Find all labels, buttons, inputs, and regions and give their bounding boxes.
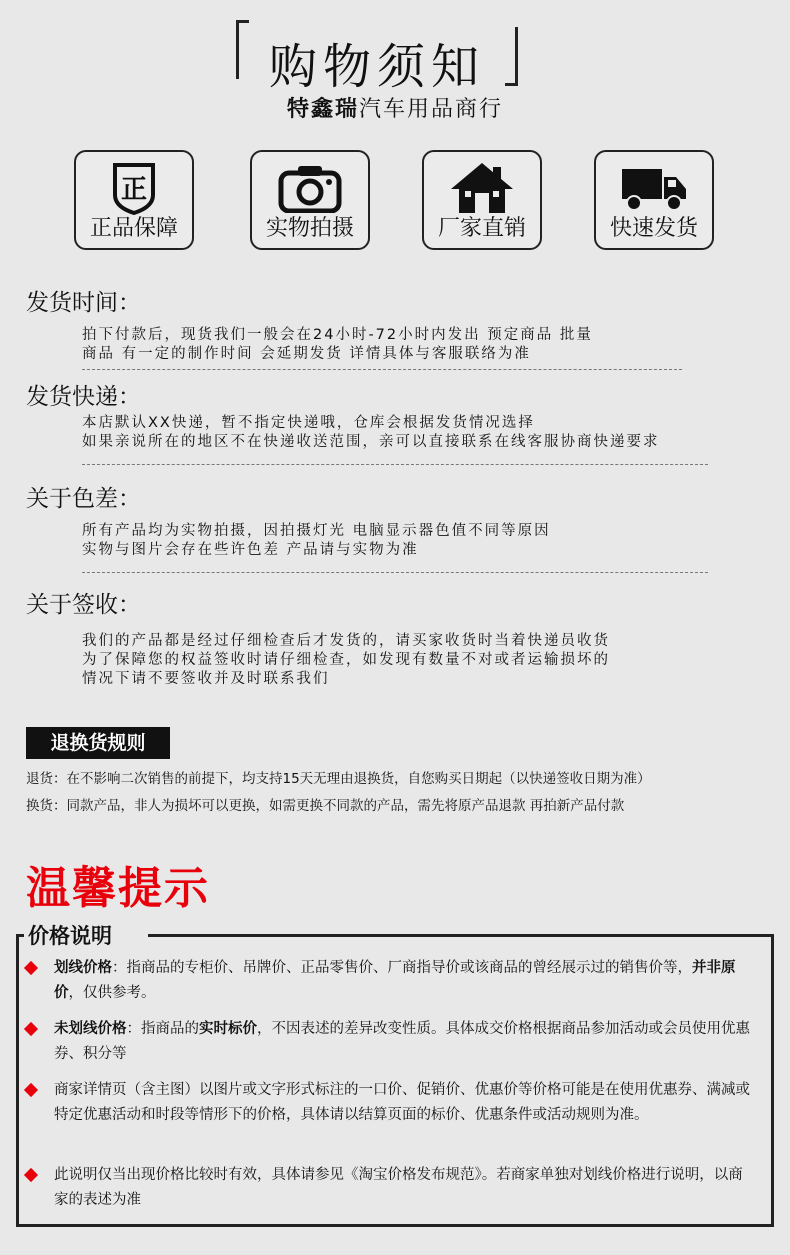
- item-body: ：指商品的专柜价、吊牌价、正品零售价、厂商指导价或该商品的曾经展示过的销售价等，: [112, 960, 692, 976]
- text-line: 所有产品均为实物拍摄，因拍摄灯光 电脑显示器色值不同等原因: [82, 523, 551, 539]
- text-line: 拍下付款后，现货我们一般会在24小时-72小时内发出 预定商品 批量: [82, 327, 593, 343]
- text-line: 为了保障您的权益签收时请仔细检查，如发现有数量不对或者运输损坏的: [82, 652, 610, 668]
- warm-tips-title: 温馨提示: [26, 863, 210, 914]
- section-heading-shipping-time: 发货时间：: [26, 290, 141, 316]
- camera-icon: [252, 160, 368, 216]
- page-title: 购物须知: [268, 39, 485, 95]
- text-line: 我们的产品都是经过仔细检查后才发货的，请买家收货时当着快递员收货: [82, 633, 610, 649]
- section-heading-courier: 发货快递：: [26, 384, 141, 410]
- item-text: [54, 1017, 756, 1067]
- item-keyword: 实时标价: [199, 1021, 257, 1037]
- divider: [82, 572, 708, 573]
- svg-text:正: 正: [120, 175, 148, 205]
- badge-genuine: [74, 150, 194, 250]
- item-keyword: 未划线价格: [54, 1021, 127, 1037]
- text-line: 本店默认XX快递，暂不指定快递哦，仓库会根据发货情况选择: [82, 415, 535, 431]
- item-body: ，不因表述的差异改变性质。具体成交价格根据商品参加活动或会员使用优惠券、积分等: [54, 1021, 750, 1062]
- item-text: [54, 956, 756, 1006]
- item-text: 商家详情页（含主图）以图片或文字形式标注的一口价、促销价、优惠价等价格可能是在使用优惠券、满减或特定优惠活动和时段等情形下的价格，具体请以结算页面的标价、优惠条件或活动规则为准。: [54, 1082, 750, 1123]
- return-rule: 退货：在不影响二次销售的前提下，均支持15天无理由退换货，自您购买日期起（以快递签收日期为准）: [26, 771, 651, 787]
- badge-label: 快速发货: [609, 216, 698, 241]
- price-item-strikethrough: [26, 956, 756, 1006]
- title-frame: [236, 20, 518, 95]
- exchange-rule: 换货：同款产品，非人为损坏可以更换，如需更换不同款的产品，需先将原产品退款 再拍新产品付款: [26, 798, 625, 814]
- badge-house: [422, 150, 542, 250]
- item-text: 此说明仅当出现价格比较时有效，具体请参见《淘宝价格发布规范》。若商家单独对划线价格进行说明，以商家的表述为准: [54, 1167, 743, 1208]
- item-body: ：指商品的: [126, 1021, 199, 1037]
- text-line: 商品 有一定的制作时间 会延期发货 详情具体与客服联络为准: [82, 346, 531, 362]
- section-heading-signing: 关于签收：: [26, 592, 141, 618]
- box-border-top-right: [148, 934, 774, 937]
- badge-camera: [250, 150, 370, 250]
- truck-icon: [596, 160, 712, 216]
- text-line: 情况下请不要签收并及时联系我们: [82, 671, 330, 687]
- diamond-bullet-icon: [24, 961, 38, 975]
- divider: [82, 369, 682, 370]
- item-keyword: 并非原价: [54, 960, 736, 1001]
- section-text-courier: [82, 414, 660, 452]
- price-info-title: 价格说明: [28, 924, 112, 948]
- header: [0, 0, 790, 130]
- item-keyword: 划线价格: [54, 960, 112, 976]
- text-line: 实物与图片会存在些许色差 产品请与实物为准: [82, 542, 419, 558]
- badge-label: 厂家直销: [437, 216, 526, 241]
- house-icon: [424, 160, 540, 216]
- return-rules-tag: 退换货规则: [26, 727, 170, 759]
- diamond-bullet-icon: [24, 1022, 38, 1036]
- diamond-bullet-icon: [24, 1083, 38, 1097]
- section-text-shipping-time: [82, 326, 593, 364]
- brand-name: 特鑫瑞: [286, 97, 359, 122]
- section-text-color-difference: [82, 522, 551, 560]
- price-item-unmarked: [26, 1017, 756, 1067]
- box-border-top-left: [16, 934, 24, 937]
- badge-label: 实物拍摄: [265, 216, 354, 241]
- text-line: 如果亲说所在的地区不在快递收送范围，亲可以直接联系在线客服协商快递要求: [82, 434, 660, 450]
- shop-type: 汽车用品商行: [359, 97, 504, 122]
- item-body: ，仅供参考。: [68, 985, 156, 1001]
- badge-label: 正品保障: [89, 216, 178, 241]
- shop-name: [0, 92, 790, 123]
- price-item-detail-page: [26, 1078, 756, 1128]
- diamond-bullet-icon: [24, 1168, 38, 1182]
- price-item-note: [26, 1163, 756, 1213]
- genuine-icon: [76, 160, 192, 216]
- section-text-signing: [82, 632, 610, 689]
- divider: [82, 464, 708, 465]
- badge-truck: [594, 150, 714, 250]
- section-heading-color-difference: 关于色差：: [26, 486, 141, 512]
